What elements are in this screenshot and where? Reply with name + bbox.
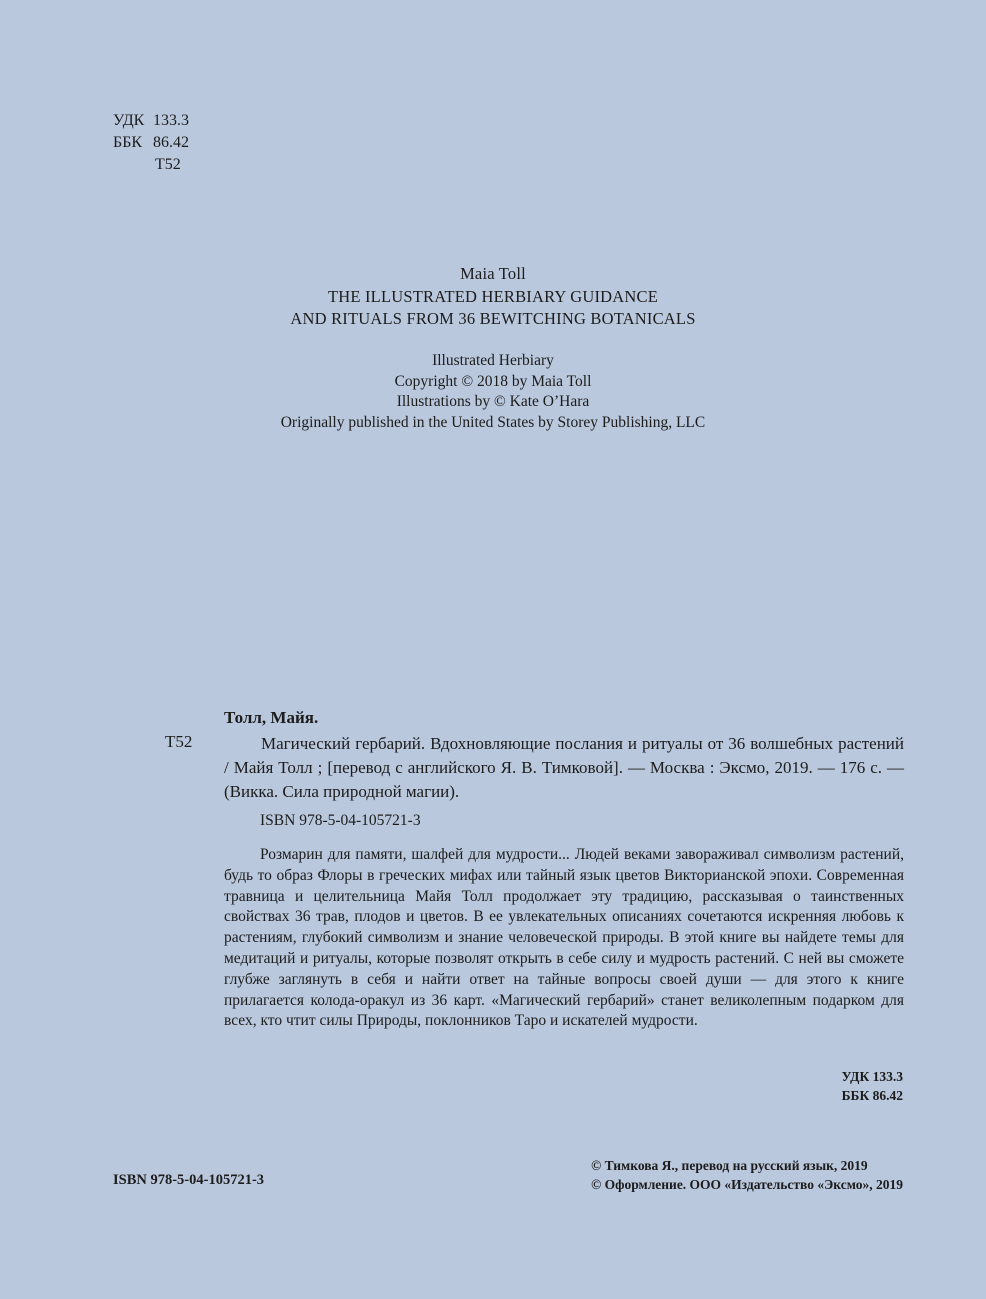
udk-value: 133.3 <box>153 112 189 129</box>
catalog-author-heading: Толл, Майя. <box>224 708 319 727</box>
catalog-main-entry: Магический гербарий. Вдохновляющие послания и ритуалы от 36 волшебных растений / Майя Толл ; [перевод с английского Я. В. Тимковой]. — Москва : Эксмо, 2019. — 176 с. — (Викка. Сила природной магии). <box>224 734 904 801</box>
udk-label: УДК <box>113 112 145 129</box>
bbk-value: 86.42 <box>153 134 189 151</box>
footer-isbn: ISBN 978-5-04-105721-3 <box>113 1172 265 1188</box>
catalog-codes <box>842 1068 903 1105</box>
catalog-bbk: ББК 86.42 <box>841 1087 903 1103</box>
copyright-design: © Оформление. ООО «Издательство «Эксмо», 2019 <box>591 1176 903 1192</box>
author-mark: Т52 <box>155 156 181 173</box>
rights-line-2: Copyright © 2018 by Maia Toll <box>394 372 592 390</box>
original-author: Maia Toll <box>460 264 526 283</box>
rights-line-1: Illustrated Herbiary <box>432 352 554 369</box>
original-title-block <box>0 263 986 331</box>
original-title-line-1: THE ILLUSTRATED HERBIARY GUIDANCE <box>327 286 658 306</box>
bbk-label: ББК <box>113 134 143 151</box>
catalog-author-mark: Т52 <box>165 732 193 751</box>
rights-line-4: Originally published in the United States by Storey Publishing, LLC <box>280 413 706 431</box>
footer-copyrights <box>591 1157 903 1194</box>
classification-codes <box>113 110 189 176</box>
catalog-annotation: Розмарин для памяти, шалфей для мудрости... Людей веками завораживал символизм растений, будь то образ Флоры в греческих мифах или тайный язык цветов Викторианской эпохи. Современная травница и целительница Майя Толл продолжает эту традицию, рассказывая о таинственных свойствах 36 трав, плодов и цветов. В ее увлекательных описаниях сочетаются искренняя любовь к растениям, глубокий символизм и знание человеческой природы. В этой книге вы найдете темы для медитаций и ритуалы, которые позволят открыть в себе силу и мудрость растений. С ней вы сможете глубже заглянуть в себя и найти ответ на тайные вопросы своей души — для этого к книге прилагается колода-оракул из 36 карт. «Магический гербарий» станет великолепным подарком для всех, кто чтит силы Природы, поклонников Таро и искателей мудрости. <box>224 846 904 1030</box>
catalog-udk: УДК 133.3 <box>841 1069 903 1084</box>
catalog-isbn: ISBN 978-5-04-105721-3 <box>260 812 421 829</box>
rights-block <box>0 351 986 433</box>
rights-line-3: Illustrations by © Kate O’Hara <box>396 393 590 410</box>
copyright-translation: © Тимкова Я., перевод на русский язык, 2019 <box>591 1158 868 1173</box>
original-title-line-2: AND RITUALS FROM 36 BEWITCHING BOTANICALS <box>290 309 696 328</box>
